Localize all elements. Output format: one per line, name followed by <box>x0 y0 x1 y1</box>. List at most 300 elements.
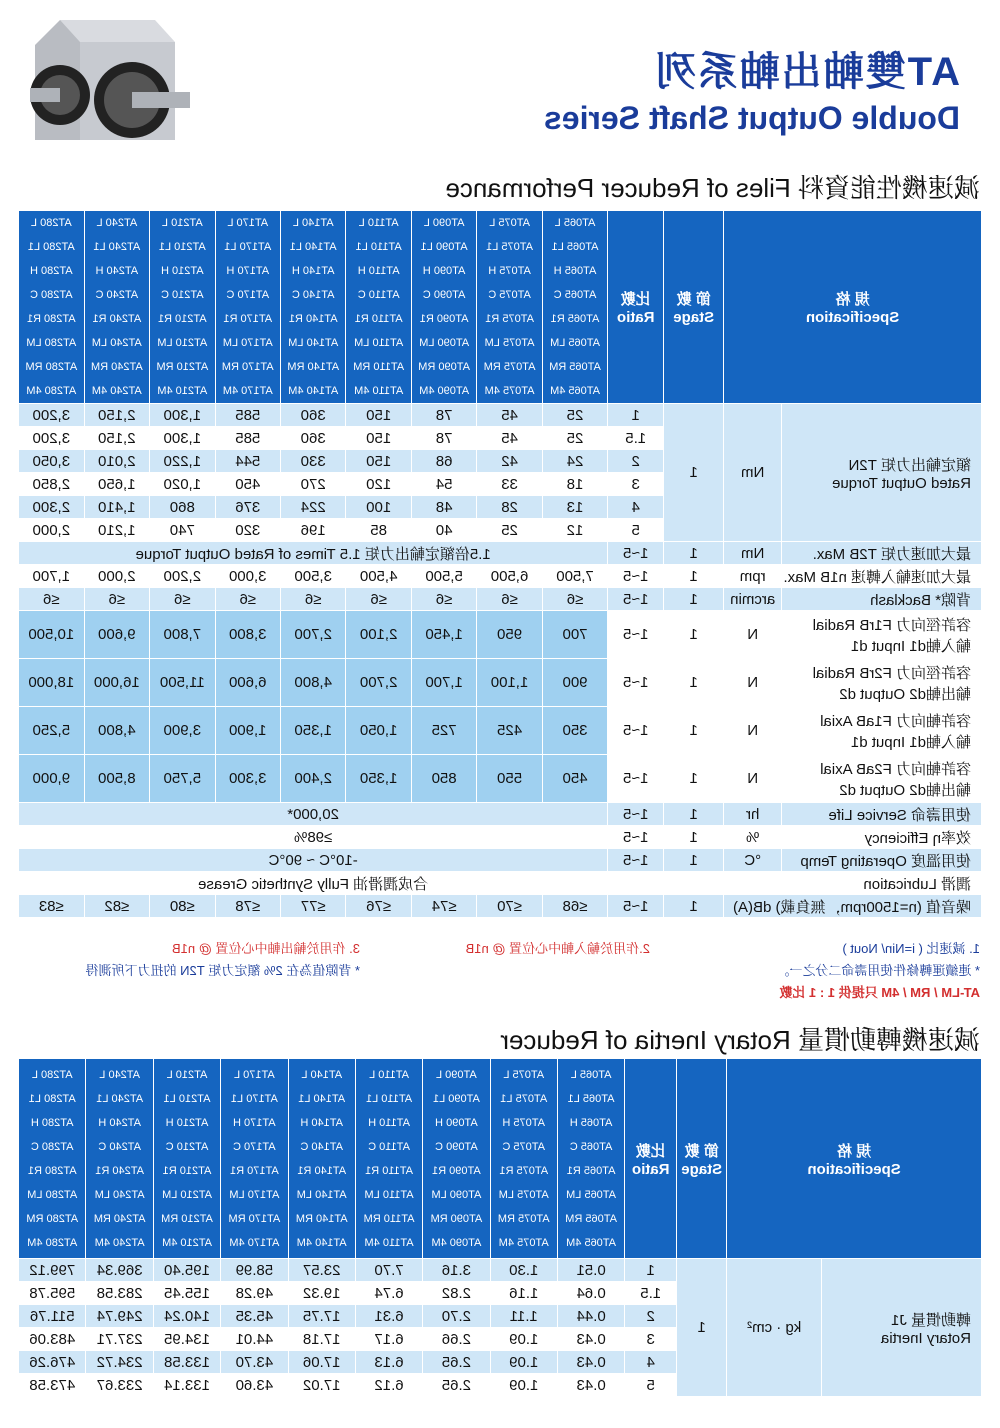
cell-text: AT280 R1 <box>26 313 76 325</box>
cell-text: AT140 LM <box>296 1188 347 1201</box>
table-cell: 0.43 <box>557 1351 624 1374</box>
table-cell: 潤滑 Lubrication <box>724 872 982 895</box>
table-cell: 13 <box>542 496 607 519</box>
table-cell: 330 <box>280 450 345 473</box>
cell-text: 容許軸向力 F2aB Axial <box>820 760 971 778</box>
cell-text: AT110 R1 <box>354 313 403 325</box>
model-col <box>84 211 149 404</box>
cell-text: AT170 L1 <box>224 241 272 253</box>
table-row <box>19 404 982 427</box>
table-cell: ≤77 <box>280 895 345 918</box>
table-cell: ≤80 <box>150 895 215 918</box>
table-cell: 0.43 <box>557 1328 624 1351</box>
table-row <box>19 565 982 588</box>
table-cell: 1,210 <box>84 519 149 542</box>
table-cell: 1 <box>664 611 724 659</box>
table-cell: ≤6 <box>150 588 215 611</box>
table-cell: 20,000* <box>19 803 608 826</box>
table-cell: 150 <box>346 427 411 450</box>
table-cell: 237.71 <box>86 1328 153 1351</box>
table-cell: 40 <box>411 519 476 542</box>
cell-text: AT140 RM <box>295 1212 348 1225</box>
cell-text: AT065 4M <box>550 385 600 397</box>
cell-text: AT090 LM <box>419 337 470 349</box>
table-cell: 900 <box>542 659 607 707</box>
table-cell: 1~5 <box>608 826 664 849</box>
table-cell: N <box>724 755 782 803</box>
table-cell: 45 <box>477 404 542 427</box>
table-cell: 1 <box>664 849 724 872</box>
table-cell: 45.35 <box>221 1305 288 1328</box>
cell-text: AT065 LM <box>550 337 600 349</box>
cell-text: AT075 RM <box>497 1212 550 1225</box>
table-cell: 45 <box>477 427 542 450</box>
table-cell: 133.14 <box>153 1374 220 1397</box>
table-cell: ≤83 <box>19 895 85 918</box>
model-col <box>542 211 607 404</box>
cell-text: AT170 L <box>227 217 269 229</box>
table-cell: 58.99 <box>221 1259 288 1282</box>
table-cell: 3 <box>608 473 664 496</box>
table-cell: rpm <box>724 565 782 588</box>
note-life: * 連續運轉條件使用壽命二分之一。 <box>776 963 980 978</box>
table-cell: 背隙* Backlash <box>782 588 982 611</box>
table-row <box>19 803 982 826</box>
table-cell: 249.74 <box>86 1305 153 1328</box>
table-cell: 1.09 <box>490 1328 557 1351</box>
torque-unit: Nm <box>724 404 782 542</box>
cell-text: AT090 R1 <box>419 313 469 325</box>
table-cell: 1,100 <box>477 659 542 707</box>
cell-text: AT075 4M <box>484 385 535 397</box>
table-cell: 196 <box>280 519 345 542</box>
table-cell: 450 <box>542 755 607 803</box>
table-cell: 1~5 <box>608 707 664 755</box>
cell-text: AT065 RM <box>549 361 601 373</box>
table-cell: 2.66 <box>423 1328 490 1351</box>
inertia-section-title: 減速機轉動慣量 Rotary Inertia of Reducer <box>500 1025 980 1055</box>
cell-text: AT090 LM <box>431 1188 482 1201</box>
cell-text: AT240 C <box>98 1140 141 1153</box>
table-cell: 1.5 <box>625 1282 677 1305</box>
cell-text: AT065 4M <box>566 1236 617 1249</box>
cell-text: 輸出軸d2 Output d2 <box>839 781 971 799</box>
table-cell: 24 <box>542 450 607 473</box>
table-cell: 1,700 <box>411 659 476 707</box>
table-cell: 42 <box>477 450 542 473</box>
cell-text: AT210 C <box>165 1140 209 1153</box>
cell-text: 容許徑向力 F2rB Radial <box>812 664 971 682</box>
cell-text: AT110 C <box>357 289 400 301</box>
cell-text: AT210 H <box>161 265 204 277</box>
model-col <box>150 211 215 404</box>
note-input-load: 2.作用於輸入軸中心位置 @ n1B <box>465 941 650 956</box>
table-cell: 1~5 <box>608 849 664 872</box>
table-cell: 1,450 <box>411 611 476 659</box>
cell-text: AT090 R1 <box>432 1164 481 1177</box>
table-row <box>19 755 982 803</box>
cell-text: AT110 H <box>368 1116 410 1129</box>
ratio-header <box>625 1059 677 1259</box>
table-cell: 最大加速輸入轉速 n1B Max. <box>782 565 982 588</box>
table-cell: 17.75 <box>288 1305 355 1328</box>
page-title-zh: AT雙軸出軸系列 <box>653 50 960 94</box>
inertia-table <box>18 1058 982 1397</box>
table-cell: 7,500 <box>542 565 607 588</box>
table-cell: ≤6 <box>346 588 411 611</box>
table-cell: 150 <box>346 404 411 427</box>
table-cell: N <box>724 707 782 755</box>
cell-text: AT065 L1 <box>567 1092 615 1105</box>
table-cell: 17.02 <box>288 1374 355 1397</box>
table-cell: 4 <box>608 496 664 519</box>
table-cell: 1~5 <box>608 588 664 611</box>
cell-text: 規 格 <box>835 291 870 308</box>
table-row <box>19 542 982 565</box>
table-cell: 3 <box>625 1328 677 1351</box>
inertia-stage: 1 <box>677 1259 727 1397</box>
cell-text: AT110 C <box>368 1140 410 1153</box>
table-cell: 25 <box>477 519 542 542</box>
note-backlash: * 背隙值為在 2% 額定力矩 T2N 的扭力下所測得 <box>85 963 360 978</box>
table-cell: 5,500 <box>411 565 476 588</box>
model-col <box>490 1059 557 1259</box>
table-cell: ≥98% <box>19 826 608 849</box>
table-cell: 最大加速力矩 T2B Max. <box>782 542 982 565</box>
cell-text: AT280 LM <box>26 337 77 349</box>
model-col <box>280 211 345 404</box>
table-cell <box>782 659 982 707</box>
cell-text: AT090 H <box>422 265 466 277</box>
table-cell: 0.43 <box>557 1374 624 1397</box>
table-cell: 2,700 <box>280 611 345 659</box>
cell-text: AT075 R1 <box>485 313 534 325</box>
table-cell: 6.17 <box>355 1328 422 1351</box>
cell-text: AT280 LM <box>27 1188 78 1201</box>
table-cell: 25 <box>542 427 607 450</box>
cell-text: AT210 LM <box>157 337 208 349</box>
model-col <box>423 1059 490 1259</box>
cell-text: AT170 H <box>233 1116 276 1129</box>
table-cell: °C <box>724 849 782 872</box>
table-row <box>19 659 982 707</box>
cell-text: AT075 L <box>489 217 530 229</box>
cell-text: 節 數 <box>676 291 711 308</box>
table-cell: 3,050 <box>19 450 85 473</box>
cell-text: AT075 L <box>503 1068 545 1081</box>
cell-text: AT210 R1 <box>162 1164 212 1177</box>
table-row <box>19 895 982 918</box>
table-cell: 使用溫度 Operating Temp <box>782 849 982 872</box>
table-cell: 3,200 <box>19 404 85 427</box>
page-title-en: Double Output Shaft Series <box>543 100 960 136</box>
table-cell: 68 <box>411 450 476 473</box>
cell-text: AT240 L <box>96 217 138 229</box>
cell-text: AT170 RM <box>221 361 274 373</box>
cell-text: AT280 H <box>30 265 73 277</box>
cell-text: AT170 RM <box>228 1212 281 1225</box>
table-cell: hr <box>724 803 782 826</box>
table-cell: 950 <box>477 611 542 659</box>
cell-text: AT170 C <box>233 1140 276 1153</box>
cell-text: AT240 LM <box>91 337 142 349</box>
torque-label <box>782 404 982 542</box>
table-cell: 1 <box>664 588 724 611</box>
cell-text: Stage <box>673 309 715 326</box>
cell-text: AT065 H <box>569 1116 613 1129</box>
cell-text: AT065 R1 <box>566 1164 616 1177</box>
table-cell: 2,150 <box>84 404 149 427</box>
table-cell: ≤76 <box>346 895 411 918</box>
cell-text: AT240 LM <box>94 1188 145 1201</box>
cell-text: AT065 R1 <box>550 313 600 325</box>
cell-text: AT090 L1 <box>420 241 468 253</box>
table-cell: 376 <box>215 496 280 519</box>
table-cell: 120 <box>346 473 411 496</box>
table-row <box>19 826 982 849</box>
table-row <box>19 611 982 659</box>
table-cell: 350 <box>542 707 607 755</box>
cell-text: AT140 4M <box>296 1236 347 1249</box>
table-cell: 450 <box>215 473 280 496</box>
cell-text: AT110 L <box>358 217 399 229</box>
cell-text: AT240 RM <box>93 1212 146 1225</box>
table-cell: 17.06 <box>288 1351 355 1374</box>
table-cell: 585 <box>215 427 280 450</box>
cell-text: AT280 RM <box>26 1212 79 1225</box>
note-ratio: 1. 減速比 ( i=Nin/ Nout ) <box>842 941 980 956</box>
cell-text: AT240 RM <box>90 361 143 373</box>
table-cell: 1.30 <box>490 1259 557 1282</box>
table-cell: 1~5 <box>608 803 664 826</box>
table-row <box>19 588 982 611</box>
table-cell: 2,850 <box>19 473 85 496</box>
table-cell: 6,600 <box>215 659 280 707</box>
cell-text: AT065 L <box>554 217 596 229</box>
table-cell: ≤74 <box>411 895 476 918</box>
table-cell: ≤6 <box>19 588 85 611</box>
cell-text: AT110 LM <box>354 337 404 349</box>
table-cell: 8,500 <box>84 755 149 803</box>
table-cell: 1~5 <box>608 895 664 918</box>
cell-text: AT090 L <box>423 217 465 229</box>
cell-text: AT075 H <box>488 265 531 277</box>
table-cell: 1.5倍額定輸出力矩 1.5 Times of Rated Output Torque <box>19 542 608 565</box>
cell-text: AT140 L1 <box>298 1092 346 1105</box>
table-cell: ≤6 <box>215 588 280 611</box>
ratio-header <box>608 211 664 404</box>
cell-text: 規 格 <box>837 1142 872 1160</box>
table-cell: 9,600 <box>84 611 149 659</box>
table-cell: ≤68 <box>542 895 607 918</box>
table-cell: 25 <box>542 404 607 427</box>
table-cell: 3,300 <box>215 755 280 803</box>
table-cell: 使用壽命 Service Life <box>782 803 982 826</box>
table-cell: 18 <box>542 473 607 496</box>
table-cell: 5,250 <box>19 707 85 755</box>
table-cell: 1.5 <box>608 427 664 450</box>
cell-text: AT075 4M <box>498 1236 549 1249</box>
cell-text: AT240 L1 <box>96 1092 144 1105</box>
cell-text: AT140 L1 <box>289 241 337 253</box>
cell-text: AT280 4M <box>26 385 77 397</box>
table-cell: 195.40 <box>153 1259 220 1282</box>
table-cell: ≤82 <box>84 895 149 918</box>
cell-text: AT090 RM <box>418 361 470 373</box>
spec-header <box>727 1059 982 1259</box>
cell-text: AT090 4M <box>419 385 470 397</box>
cell-text: AT210 4M <box>162 1236 212 1249</box>
table-cell: 44.01 <box>221 1328 288 1351</box>
performance-table <box>18 210 982 918</box>
cell-text: AT240 L <box>99 1068 141 1081</box>
cell-text: AT240 C <box>95 289 139 301</box>
table-cell: ≤6 <box>280 588 345 611</box>
table-cell: 700 <box>542 611 607 659</box>
cell-text: AT280 C <box>30 1140 74 1153</box>
cell-text: AT090 H <box>435 1116 478 1129</box>
cell-text: AT110 LM <box>364 1188 414 1201</box>
table-cell: 1~5 <box>608 611 664 659</box>
table-cell: 3,800 <box>215 611 280 659</box>
cell-text: 輸入軸d1 Input d1 <box>850 733 971 751</box>
cell-text: 額定輸出力矩 T2N <box>848 456 971 474</box>
table-cell: 1 <box>664 895 724 918</box>
reducer-photo <box>30 10 200 160</box>
cell-text: AT240 4M <box>91 385 142 397</box>
table-cell: 85 <box>346 519 411 542</box>
table-cell: 100 <box>346 496 411 519</box>
table-cell: 369.34 <box>86 1259 153 1282</box>
cell-text: AT280 C <box>30 289 73 301</box>
cell-text: AT280 L <box>30 217 72 229</box>
cell-text: AT110 L <box>369 1068 410 1081</box>
cell-text: AT170 LM <box>229 1188 280 1201</box>
perf-section-title: 減速機性能資料 Files of Reducer Performance <box>445 173 980 203</box>
table-cell: 476.26 <box>19 1351 86 1374</box>
table-cell: 1.16 <box>490 1282 557 1305</box>
cell-text: Rated Output Torque <box>832 474 971 492</box>
table-cell: 6.31 <box>355 1305 422 1328</box>
table-cell: 9,000 <box>19 755 85 803</box>
table-cell: 19.32 <box>288 1282 355 1305</box>
cell-text: AT140 4M <box>288 385 339 397</box>
table-cell: 4,800 <box>280 659 345 707</box>
cell-text: AT170 4M <box>229 1236 280 1249</box>
table-cell: 1,300 <box>150 404 215 427</box>
table-cell: 2,400 <box>280 755 345 803</box>
table-cell: 320 <box>215 519 280 542</box>
cell-text: Specification <box>805 309 900 326</box>
table-cell: 6.13 <box>355 1351 422 1374</box>
table-cell: 54 <box>411 473 476 496</box>
cell-text: AT140 H <box>300 1116 343 1129</box>
table-cell: 2,000 <box>19 519 85 542</box>
cell-text: AT090 C <box>435 1140 478 1153</box>
table-cell: 2,300 <box>19 496 85 519</box>
page-header <box>0 0 1000 160</box>
model-col <box>19 1059 86 1259</box>
table-cell: 2.65 <box>423 1374 490 1397</box>
table-cell: 860 <box>150 496 215 519</box>
table-cell: 133.58 <box>153 1351 220 1374</box>
cell-text: AT090 C <box>422 289 466 301</box>
table-cell: 1 <box>664 542 724 565</box>
cell-text: AT280 H <box>30 1116 74 1129</box>
table-cell: 234.72 <box>86 1351 153 1374</box>
table-cell: 3,900 <box>150 707 215 755</box>
table-cell: Nm <box>724 542 782 565</box>
cell-text: AT210 C <box>161 289 204 301</box>
cell-text: AT170 LM <box>222 337 273 349</box>
table-cell: 0.51 <box>557 1259 624 1282</box>
table-row <box>19 849 982 872</box>
table-cell: % <box>724 826 782 849</box>
table-cell: 1 <box>664 826 724 849</box>
table-cell: 595.78 <box>19 1282 86 1305</box>
table-cell: 550 <box>477 755 542 803</box>
table-cell: 0.64 <box>557 1282 624 1305</box>
table-cell: 1,300 <box>150 427 215 450</box>
table-cell: 6.12 <box>355 1374 422 1397</box>
table-cell: 134.95 <box>153 1328 220 1351</box>
table-cell <box>664 872 724 895</box>
table-cell: 270 <box>280 473 345 496</box>
cell-text: AT280 L1 <box>27 241 75 253</box>
table-cell: 2 <box>608 450 664 473</box>
table-cell: 12 <box>542 519 607 542</box>
table-cell: 2.82 <box>423 1282 490 1305</box>
cell-text: Stage <box>681 1160 723 1178</box>
cell-text: Rotary Inertia <box>880 1329 971 1347</box>
cell-text: AT140 C <box>291 289 335 301</box>
table-cell: 48 <box>411 496 476 519</box>
cell-text: AT065 L1 <box>551 241 599 253</box>
table-cell: arcmin <box>724 588 782 611</box>
cell-text: AT140 RM <box>287 361 340 373</box>
cell-text: AT280 4M <box>27 1236 78 1249</box>
cell-text: AT170 R1 <box>223 313 273 325</box>
torque-stage: 1 <box>664 404 724 542</box>
cell-text: AT090 RM <box>430 1212 483 1225</box>
cell-text: AT210 L1 <box>163 1092 211 1105</box>
cell-text: AT110 H <box>357 265 400 277</box>
cell-text: AT075 RM <box>483 361 536 373</box>
cell-text: AT170 C <box>226 289 270 301</box>
cell-text: AT280 RM <box>25 361 78 373</box>
cell-text: AT210 R1 <box>157 313 207 325</box>
cell-text: 容許軸向力 F1aB Axial <box>820 712 971 730</box>
table-cell <box>608 872 664 895</box>
cell-text: AT065 C <box>569 1140 613 1153</box>
model-col <box>477 211 542 404</box>
cell-text: AT240 R1 <box>95 1164 145 1177</box>
table-cell: 473.58 <box>19 1374 86 1397</box>
table-cell: 噪音值 (n=1500rpm，無負載) dB(A) <box>724 895 982 918</box>
table-cell: 2,010 <box>84 450 149 473</box>
cell-text: AT210 L1 <box>158 241 206 253</box>
table-cell: 效率η Efficiency <box>782 826 982 849</box>
cell-text: AT075 C <box>502 1140 546 1153</box>
table-cell: 1.09 <box>490 1374 557 1397</box>
cell-text: AT075 H <box>502 1116 546 1129</box>
table-cell <box>782 755 982 803</box>
table-cell: 5 <box>625 1374 677 1397</box>
cell-text: Ratio <box>616 309 655 326</box>
note-output-load: 3. 作用於輸出軸中心位置 @ n1B <box>171 941 360 956</box>
cell-text: AT170 L1 <box>230 1092 278 1105</box>
cell-text: AT240 R1 <box>92 313 142 325</box>
